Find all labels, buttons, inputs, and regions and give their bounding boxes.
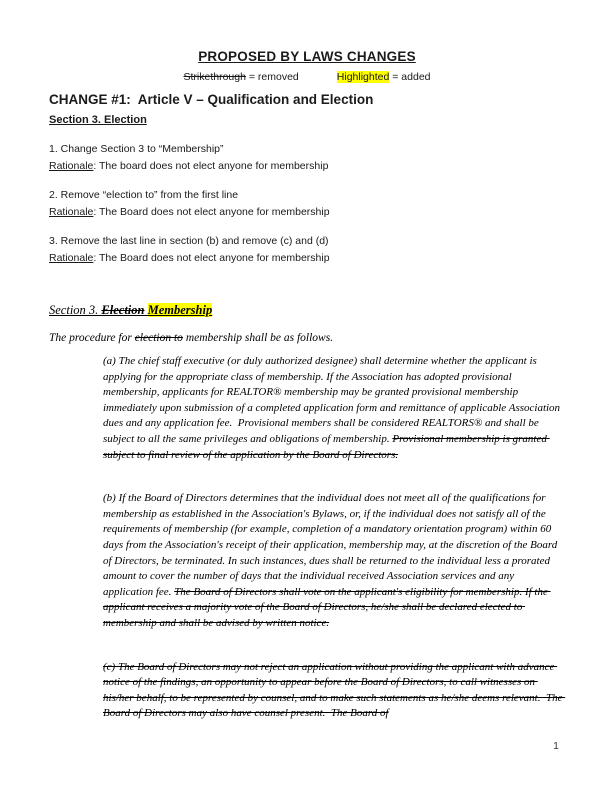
rationale-label: Rationale — [49, 251, 94, 264]
bylaws-paragraph — [103, 354, 565, 463]
change-item — [49, 233, 565, 266]
removed-text: The Board of Directors shall vote on the applicant's eligibility for membership. If the applicant receives a majority vote of the Board of Directors, he/she shall be declared elected to membership and shall be advised by written notice. — [103, 585, 551, 629]
revised-section-heading-row — [49, 266, 565, 319]
page-number: 1 — [553, 740, 559, 752]
revised-section-added-term: Membership — [147, 303, 213, 317]
legend-strikethrough-term: Strikethrough — [183, 71, 246, 83]
rationale-label: Rationale — [49, 159, 94, 172]
change-text: 3. Remove the last line in section (b) and remove (c) and (d) — [49, 235, 329, 247]
proposed-changes-list — [49, 141, 565, 266]
change-item — [49, 141, 565, 174]
removed-text: (c) The Board of Directors may not reject an application without providing the applicant with advance notice of the findings, an opportunity to appear before the Board of Directors, to call witnesses on his/her behalf, to be represented by counsel, and to make such statements as he/she deems relevant. The Board of Directors may also have counsel present. The Board of — [103, 660, 566, 720]
formatting-legend — [49, 71, 565, 83]
legend-added — [337, 71, 431, 83]
change-text: 1. Change Section 3 to “Membership” — [49, 143, 224, 155]
change-rationale: Rationale: The Board does not elect anyone for membership — [49, 205, 330, 218]
change-item — [49, 187, 565, 220]
section-heading: Section 3. Election — [49, 114, 147, 126]
body-text: (a) The chief staff executive (or duly authorized designee) shall determine whether the applicant is applying for the appropriate class of membership. If the Association has adopted provisional membership, applicants for REALTOR® membership may be granted provisional membership immediately upon submission of a completed application form and remittance of applicable Association dues and any application fee. Provisional members shall be considered REALTORS® and shall be subject to all the same privileges and obligations of membership. — [103, 355, 563, 445]
bylaws-paragraphs — [49, 354, 565, 722]
removed-text: election to — [134, 332, 183, 344]
revised-section-heading — [49, 303, 212, 318]
bylaws-paragraph — [103, 491, 565, 631]
body-text: membership shall be as follows. — [182, 332, 334, 344]
change-text: 2. Remove “election to” from the first line — [49, 189, 239, 201]
removed-text: Provisional membership is granted subject to final review of the application by the Board of Directors. — [103, 432, 550, 461]
revised-section-prefix: Section 3. — [49, 303, 102, 317]
legend-removed-suffix: = removed — [245, 71, 299, 83]
legend-highlighted-term: Highlighted — [336, 71, 390, 83]
legend-added-suffix: = added — [389, 71, 431, 83]
body-text: (b) If the Board of Directors determines that the individual does not meet all of the qualifications for membership as established in the Association's Bylaws, or, if the individual does not satisfy all of the requirements of membership (for example, completion of a mandatory orientation program) within 60 days from the Association's receipt of their application, membership may, at the discretion of the Board of Directors, be terminated. In such instances, dues shall be returned to the individual less a prorated amount to cover the number of days that the individual received Association services and any application fee. — [103, 492, 560, 598]
change-rationale: Rationale: The Board does not elect anyone for membership — [49, 251, 330, 264]
legend-removed — [184, 71, 299, 83]
revised-section-removed-term: Election — [101, 303, 145, 317]
rationale-label: Rationale — [49, 205, 94, 218]
bylaws-paragraph — [103, 660, 565, 722]
body-text: The procedure for — [49, 332, 135, 344]
change-heading: CHANGE #1: Article V – Qualification and Election — [49, 92, 374, 107]
change-rationale: Rationale: The board does not elect anyone for membership — [49, 159, 329, 172]
section-heading-row — [49, 107, 565, 128]
procedure-intro — [49, 332, 565, 344]
document-title: PROPOSED BY LAWS CHANGES — [198, 49, 416, 64]
